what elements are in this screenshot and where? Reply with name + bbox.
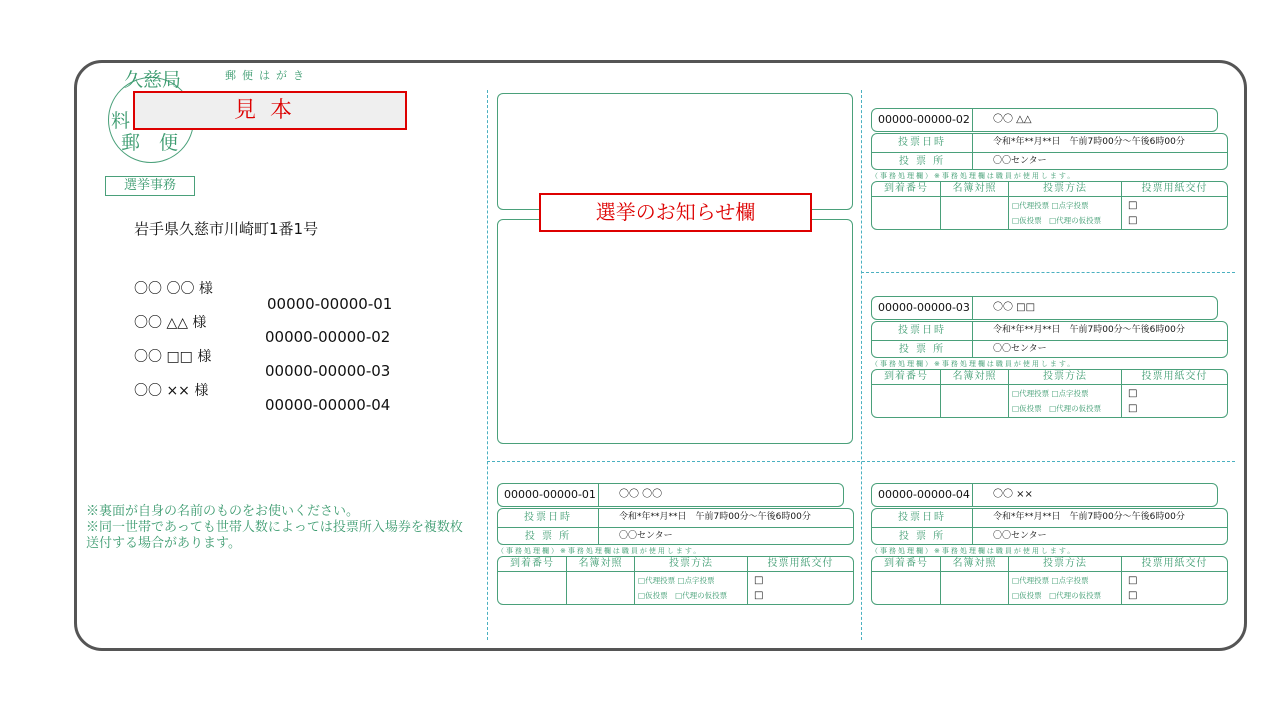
vote-method-options bbox=[1009, 572, 1122, 604]
option-row: □代理投票 □点字投票 bbox=[638, 576, 715, 585]
vote-method-options bbox=[1009, 385, 1122, 417]
postcard-header: 郵便はがき bbox=[225, 69, 310, 82]
ticket-info bbox=[497, 508, 854, 545]
issue-checkboxes bbox=[1122, 197, 1227, 229]
recipient: 〇〇 △△ 様 bbox=[134, 315, 207, 331]
place-label: 投 票 所 bbox=[872, 528, 973, 545]
cell bbox=[941, 572, 1009, 604]
ticket-number: 00000-00000-02 bbox=[265, 328, 391, 346]
place-value: 〇〇センター bbox=[993, 531, 1047, 541]
col-header: 到着番号 bbox=[872, 182, 941, 197]
place-value: 〇〇センター bbox=[993, 344, 1047, 354]
checkbox-icon: □ bbox=[754, 590, 764, 601]
ticket-id: 00000-00000-01 bbox=[498, 484, 599, 506]
stamp-bottom: 郵 便 bbox=[121, 132, 179, 154]
recipient: 〇〇 〇〇 様 bbox=[134, 281, 213, 297]
memo-note: （事務処理欄）※事務処理欄は職員が使用します。 bbox=[871, 172, 1077, 180]
recipient: 〇〇 ×× 様 bbox=[134, 383, 209, 399]
cut-line bbox=[861, 90, 862, 640]
ticket-number: 00000-00000-03 bbox=[265, 362, 391, 380]
place-label: 投 票 所 bbox=[872, 341, 973, 358]
cell bbox=[567, 572, 635, 604]
ticket-header bbox=[871, 483, 1218, 507]
col-header: 投票用紙交付 bbox=[1122, 370, 1227, 385]
issue-checkboxes bbox=[1122, 572, 1227, 604]
col-header: 投票方法 bbox=[1009, 182, 1122, 197]
checkbox-icon: □ bbox=[1128, 388, 1138, 399]
cell bbox=[941, 197, 1009, 229]
ticket-id: 00000-00000-03 bbox=[872, 297, 973, 319]
col-header: 名簿対照 bbox=[941, 182, 1009, 197]
date-label: 投票日時 bbox=[498, 509, 599, 527]
voter-name: 〇〇 ×× bbox=[993, 489, 1033, 500]
checkbox-icon: □ bbox=[1128, 590, 1138, 601]
memo-note: （事務処理欄）※事務処理欄は職員が使用します。 bbox=[871, 360, 1077, 368]
voter-name: 〇〇 △△ bbox=[993, 114, 1032, 125]
voting-ticket bbox=[871, 296, 1228, 418]
option-row: □仮投票 □代理の仮投票 bbox=[1012, 591, 1102, 600]
ticket-header bbox=[871, 108, 1218, 132]
ticket-info bbox=[871, 133, 1228, 170]
place-label: 投 票 所 bbox=[498, 528, 599, 545]
place-value: 〇〇センター bbox=[993, 156, 1047, 166]
date-label: 投票日時 bbox=[872, 322, 973, 340]
place-value: 〇〇センター bbox=[619, 531, 673, 541]
col-header: 投票方法 bbox=[635, 557, 748, 572]
notice-label: 選挙のお知らせ欄 bbox=[539, 193, 812, 232]
option-row: □仮投票 □代理の仮投票 bbox=[638, 591, 728, 600]
ticket-id: 00000-00000-04 bbox=[872, 484, 973, 506]
office-table bbox=[871, 556, 1228, 605]
date-label: 投票日時 bbox=[872, 134, 973, 152]
ticket-info bbox=[871, 321, 1228, 358]
checkbox-icon: □ bbox=[1128, 215, 1138, 226]
cell bbox=[872, 572, 941, 604]
col-header: 名簿対照 bbox=[941, 370, 1009, 385]
date-value: 令和*年**月**日 午前7時00分～午後6時00分 bbox=[993, 325, 1185, 335]
option-row: □仮投票 □代理の仮投票 bbox=[1012, 216, 1102, 225]
cell bbox=[941, 385, 1009, 417]
date-value: 令和*年**月**日 午前7時00分～午後6時00分 bbox=[993, 137, 1185, 147]
vote-method-options bbox=[635, 572, 748, 604]
voting-ticket bbox=[871, 483, 1228, 605]
checkbox-icon: □ bbox=[1128, 200, 1138, 211]
office-table bbox=[871, 369, 1228, 418]
vote-method-options bbox=[1009, 197, 1122, 229]
checkbox-icon: □ bbox=[754, 575, 764, 586]
col-header: 名簿対照 bbox=[941, 557, 1009, 572]
notice-box-bottom bbox=[497, 219, 853, 444]
col-header: 投票用紙交付 bbox=[1122, 182, 1227, 197]
option-row: □代理投票 □点字投票 bbox=[1012, 576, 1089, 585]
ticket-header bbox=[871, 296, 1218, 320]
col-header: 投票方法 bbox=[1009, 370, 1122, 385]
place-label: 投 票 所 bbox=[872, 153, 973, 170]
date-label: 投票日時 bbox=[872, 509, 973, 527]
cut-line bbox=[861, 272, 1235, 273]
memo-note: （事務処理欄）※事務処理欄は職員が使用します。 bbox=[497, 547, 703, 555]
voting-ticket bbox=[497, 483, 854, 605]
option-row: □代理投票 □点字投票 bbox=[1012, 389, 1089, 398]
cell bbox=[498, 572, 567, 604]
stamp-top: 久慈局 bbox=[124, 69, 182, 91]
cut-line bbox=[487, 461, 1235, 462]
col-header: 投票方法 bbox=[1009, 557, 1122, 572]
ticket-header bbox=[497, 483, 844, 507]
col-header: 投票用紙交付 bbox=[748, 557, 853, 572]
notes bbox=[86, 504, 466, 552]
cut-line bbox=[487, 90, 488, 640]
stamp-middle: 料 bbox=[111, 110, 131, 132]
col-header: 到着番号 bbox=[872, 557, 941, 572]
voter-name: 〇〇 〇〇 bbox=[619, 489, 663, 500]
checkbox-icon: □ bbox=[1128, 403, 1138, 414]
checkbox-icon: □ bbox=[1128, 575, 1138, 586]
office-table bbox=[871, 181, 1228, 230]
cell bbox=[872, 385, 941, 417]
ticket-number: 00000-00000-04 bbox=[265, 396, 391, 414]
voter-name: 〇〇 □□ bbox=[993, 302, 1036, 313]
note: ※同一世帯であっても世帯人数によっては投票所入場券を複数枚送付する場合があります。 bbox=[86, 520, 463, 551]
recipient: 〇〇 □□ 様 bbox=[134, 349, 212, 365]
ticket-info bbox=[871, 508, 1228, 545]
col-header: 到着番号 bbox=[872, 370, 941, 385]
col-header: 投票用紙交付 bbox=[1122, 557, 1227, 572]
voting-ticket bbox=[871, 108, 1228, 230]
ticket-id: 00000-00000-02 bbox=[872, 109, 973, 131]
sample-label: 見本 bbox=[133, 91, 407, 130]
option-row: □代理投票 □点字投票 bbox=[1012, 201, 1089, 210]
category-label: 選挙事務 bbox=[105, 176, 195, 196]
ticket-number: 00000-00000-01 bbox=[267, 295, 393, 313]
office-table bbox=[497, 556, 854, 605]
col-header: 名簿対照 bbox=[567, 557, 635, 572]
date-value: 令和*年**月**日 午前7時00分～午後6時00分 bbox=[619, 512, 811, 522]
address: 岩手県久慈市川崎町1番1号 bbox=[134, 220, 319, 238]
option-row: □仮投票 □代理の仮投票 bbox=[1012, 404, 1102, 413]
col-header: 到着番号 bbox=[498, 557, 567, 572]
memo-note: （事務処理欄）※事務処理欄は職員が使用します。 bbox=[871, 547, 1077, 555]
note: ※裏面が自身の名前のものをお使いください。 bbox=[86, 504, 360, 519]
issue-checkboxes bbox=[748, 572, 853, 604]
issue-checkboxes bbox=[1122, 385, 1227, 417]
date-value: 令和*年**月**日 午前7時00分～午後6時00分 bbox=[993, 512, 1185, 522]
cell bbox=[872, 197, 941, 229]
